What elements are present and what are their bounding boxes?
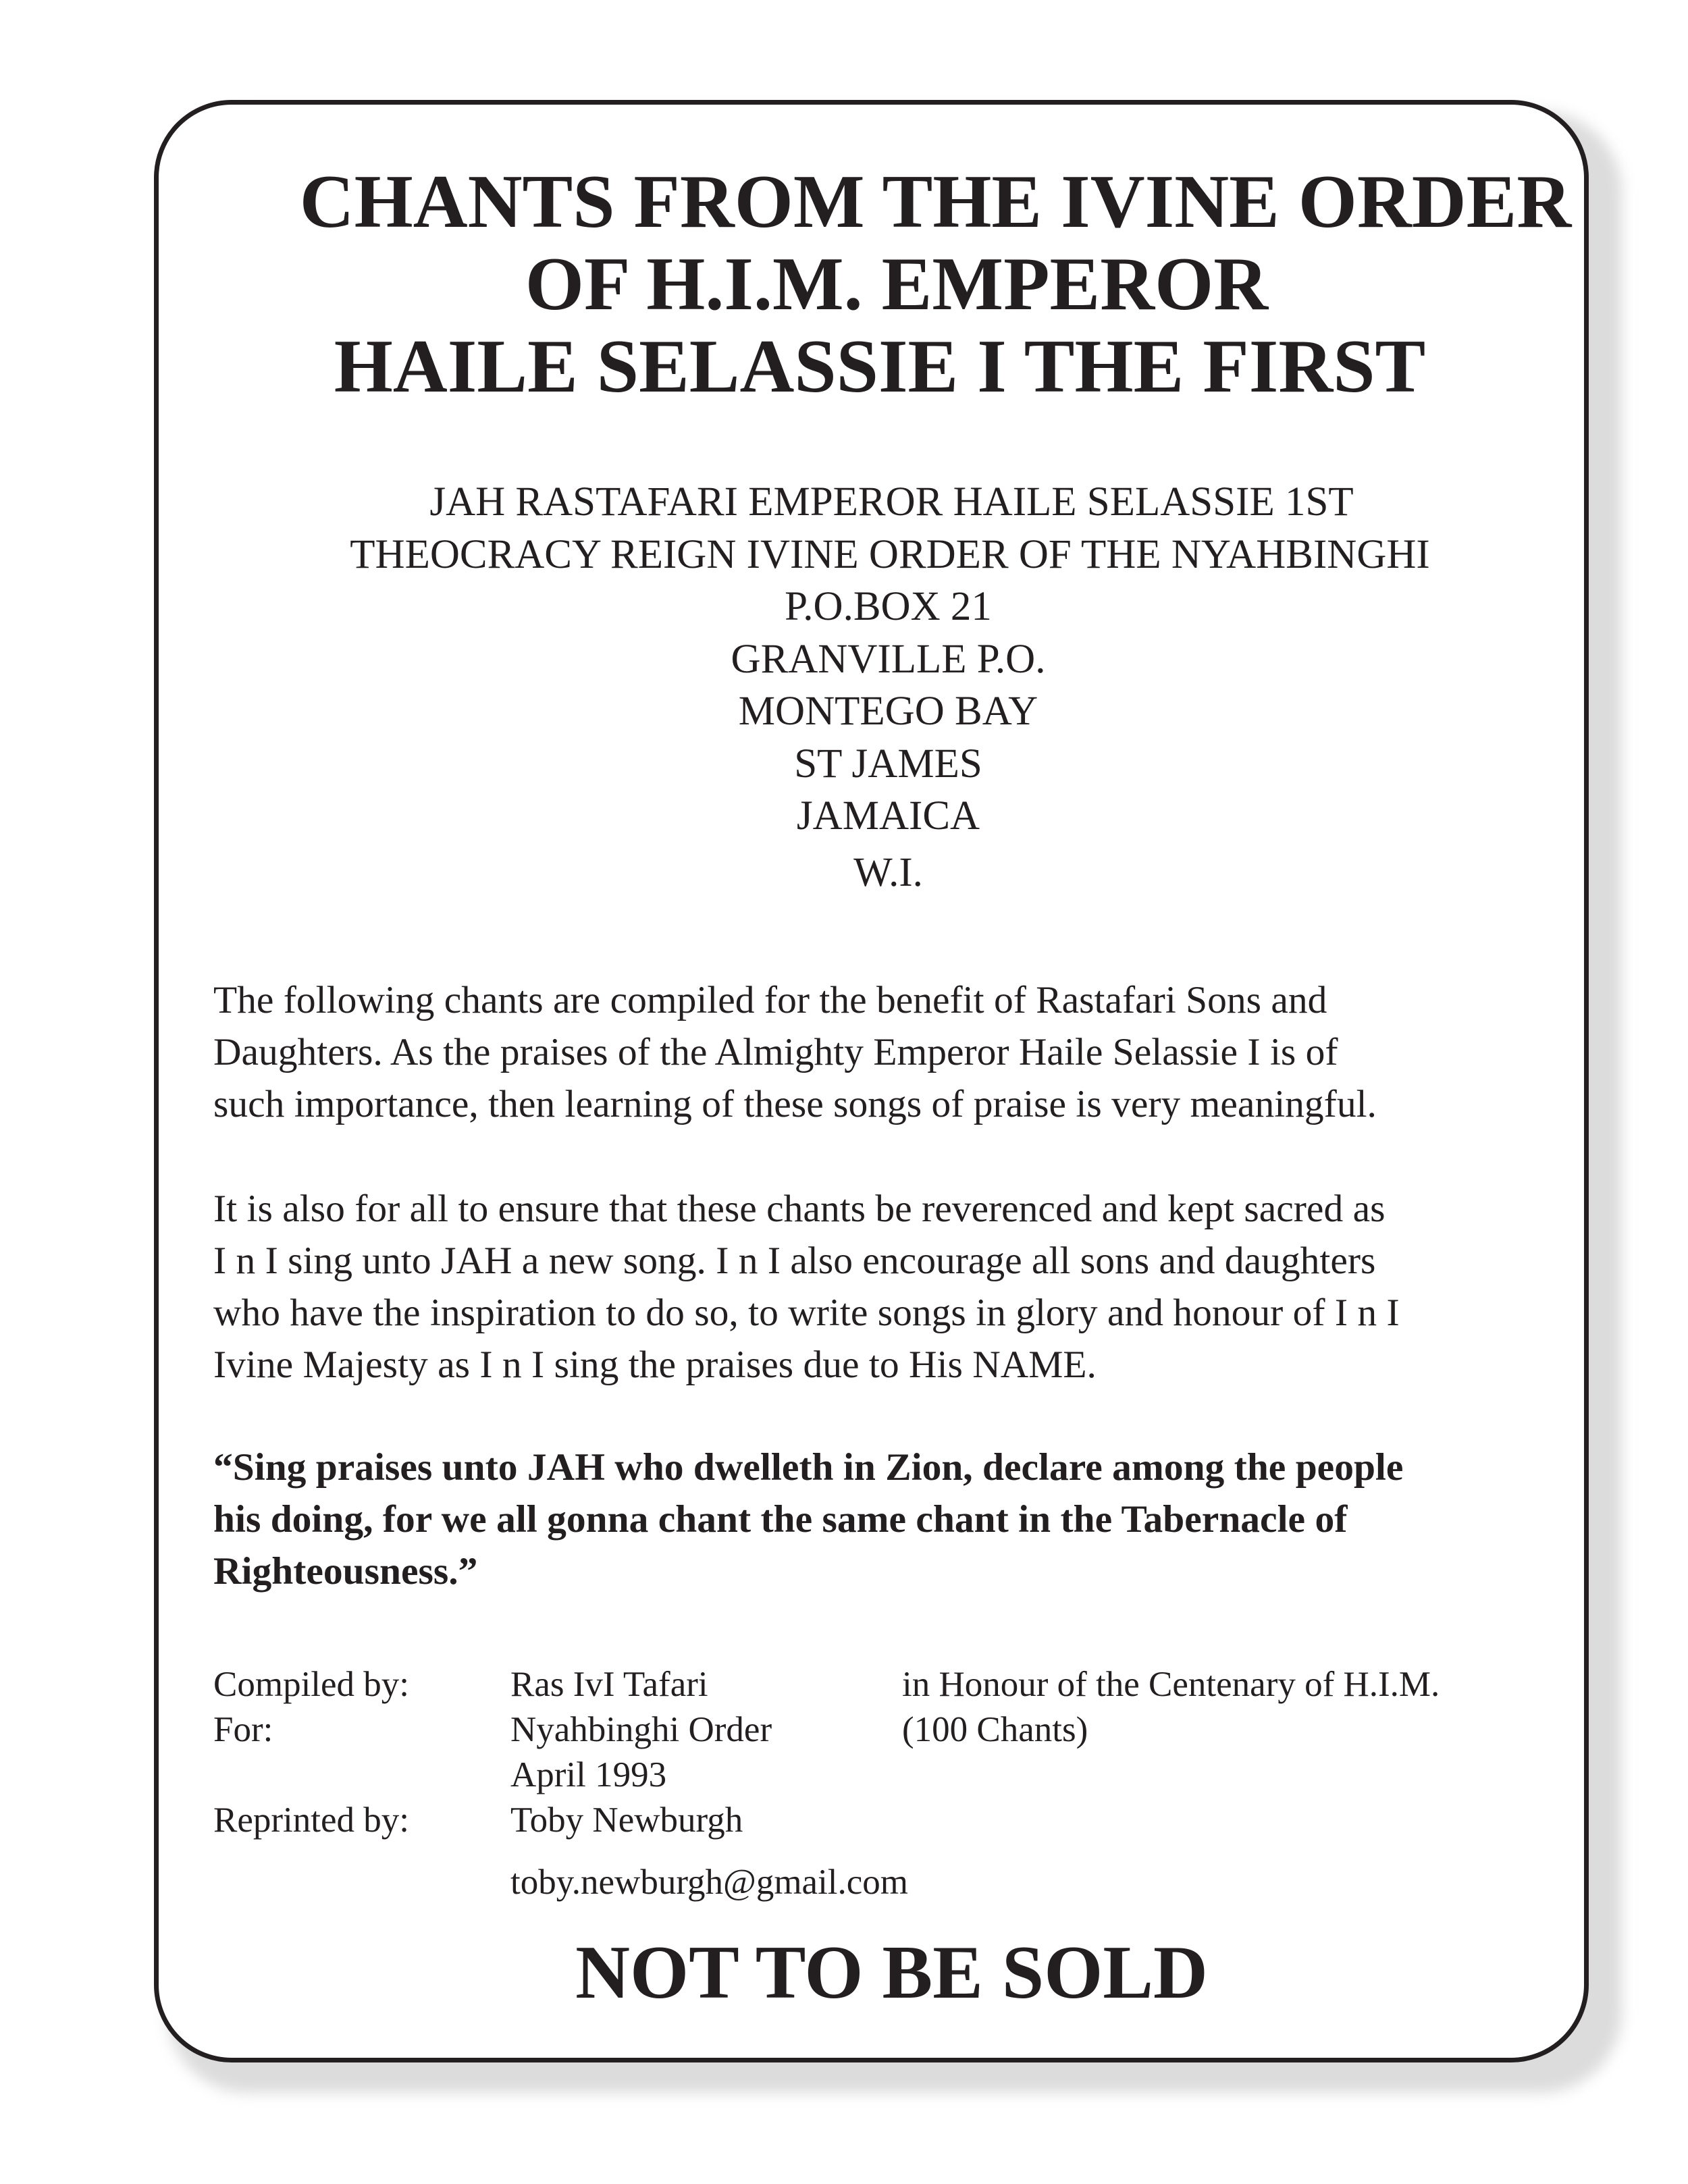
- notice-text: NOT TO BE SOLD: [575, 1931, 1208, 2015]
- quote-line: his doing, for we all gonna chant the same chant in the Tabernacle of: [213, 1498, 1348, 1541]
- credits-row-compiled: [213, 1662, 1564, 1707]
- encouragement-paragraph: [213, 1183, 1577, 1391]
- for-value: Nyahbinghi Order: [510, 1710, 772, 1749]
- quote-line: Righteousness.”: [213, 1550, 478, 1593]
- paragraph-line: I n I sing unto JAH a new song. I n I also encourage all sons and daughters: [213, 1240, 1376, 1282]
- credits-block: [213, 1662, 1564, 1905]
- address-line: P.O.BOX 21: [785, 584, 992, 629]
- document-title: [154, 161, 1589, 408]
- paragraph-line: Daughters. As the praises of the Almighty Emperor Haile Selassie I is of: [213, 1031, 1338, 1073]
- title-line: HAILE SELASSIE I THE FIRST: [334, 325, 1426, 408]
- credits-row-for: [213, 1707, 1564, 1753]
- scripture-quote: [213, 1441, 1591, 1597]
- address-line: GRANVILLE P.O.: [731, 636, 1046, 682]
- title-line: OF H.I.M. EMPEROR: [525, 242, 1269, 326]
- chants-count: (100 Chants): [902, 1710, 1088, 1749]
- quote-line: “Sing praises unto JAH who dwelleth in Zion, declare among the people: [213, 1446, 1404, 1489]
- not-for-sale-notice: [154, 1932, 1589, 2013]
- address-line: JAH RASTAFARI EMPEROR HAILE SELASSIE 1ST: [429, 479, 1354, 525]
- address-block: [154, 476, 1589, 899]
- address-line: JAMAICA: [796, 793, 980, 838]
- reprinted-label: Reprinted by:: [213, 1801, 409, 1840]
- paragraph-line: Ivine Majesty as I n I sing the praises due to His NAME.: [213, 1343, 1097, 1386]
- address-line: MONTEGO BAY: [738, 689, 1038, 734]
- paragraph-line: The following chants are compiled for the benefit of Rastafari Sons and: [213, 979, 1327, 1021]
- reprinted-value: Toby Newburgh: [510, 1801, 743, 1840]
- email-address: toby.newburgh@gmail.com: [510, 1863, 909, 1902]
- intro-paragraph: [213, 974, 1577, 1130]
- credits-row-date: [213, 1753, 1564, 1798]
- for-label: For:: [213, 1710, 273, 1749]
- credits-row-reprinted: [213, 1798, 1564, 1843]
- paragraph-line: such importance, then learning of these songs of praise is very meaningful.: [213, 1083, 1377, 1125]
- paragraph-line: who have the inspiration to do so, to write songs in glory and honour of I n I: [213, 1291, 1400, 1334]
- address-line: THEOCRACY REIGN IVINE ORDER OF THE NYAHBINGHI: [350, 531, 1430, 577]
- credits-row-email: [213, 1860, 1564, 1905]
- title-line: CHANTS FROM THE IVINE ORDER: [299, 160, 1572, 244]
- address-line: ST JAMES: [794, 741, 982, 787]
- compiled-label: Compiled by:: [213, 1665, 410, 1704]
- honour-text: in Honour of the Centenary of H.I.M.: [902, 1665, 1440, 1704]
- date-value: April 1993: [510, 1755, 667, 1794]
- paragraph-line: It is also for all to ensure that these chants be reverenced and kept sacred as: [213, 1188, 1386, 1230]
- address-line: W.I.: [853, 849, 923, 895]
- compiled-value: Ras IvI Tafari: [510, 1665, 708, 1704]
